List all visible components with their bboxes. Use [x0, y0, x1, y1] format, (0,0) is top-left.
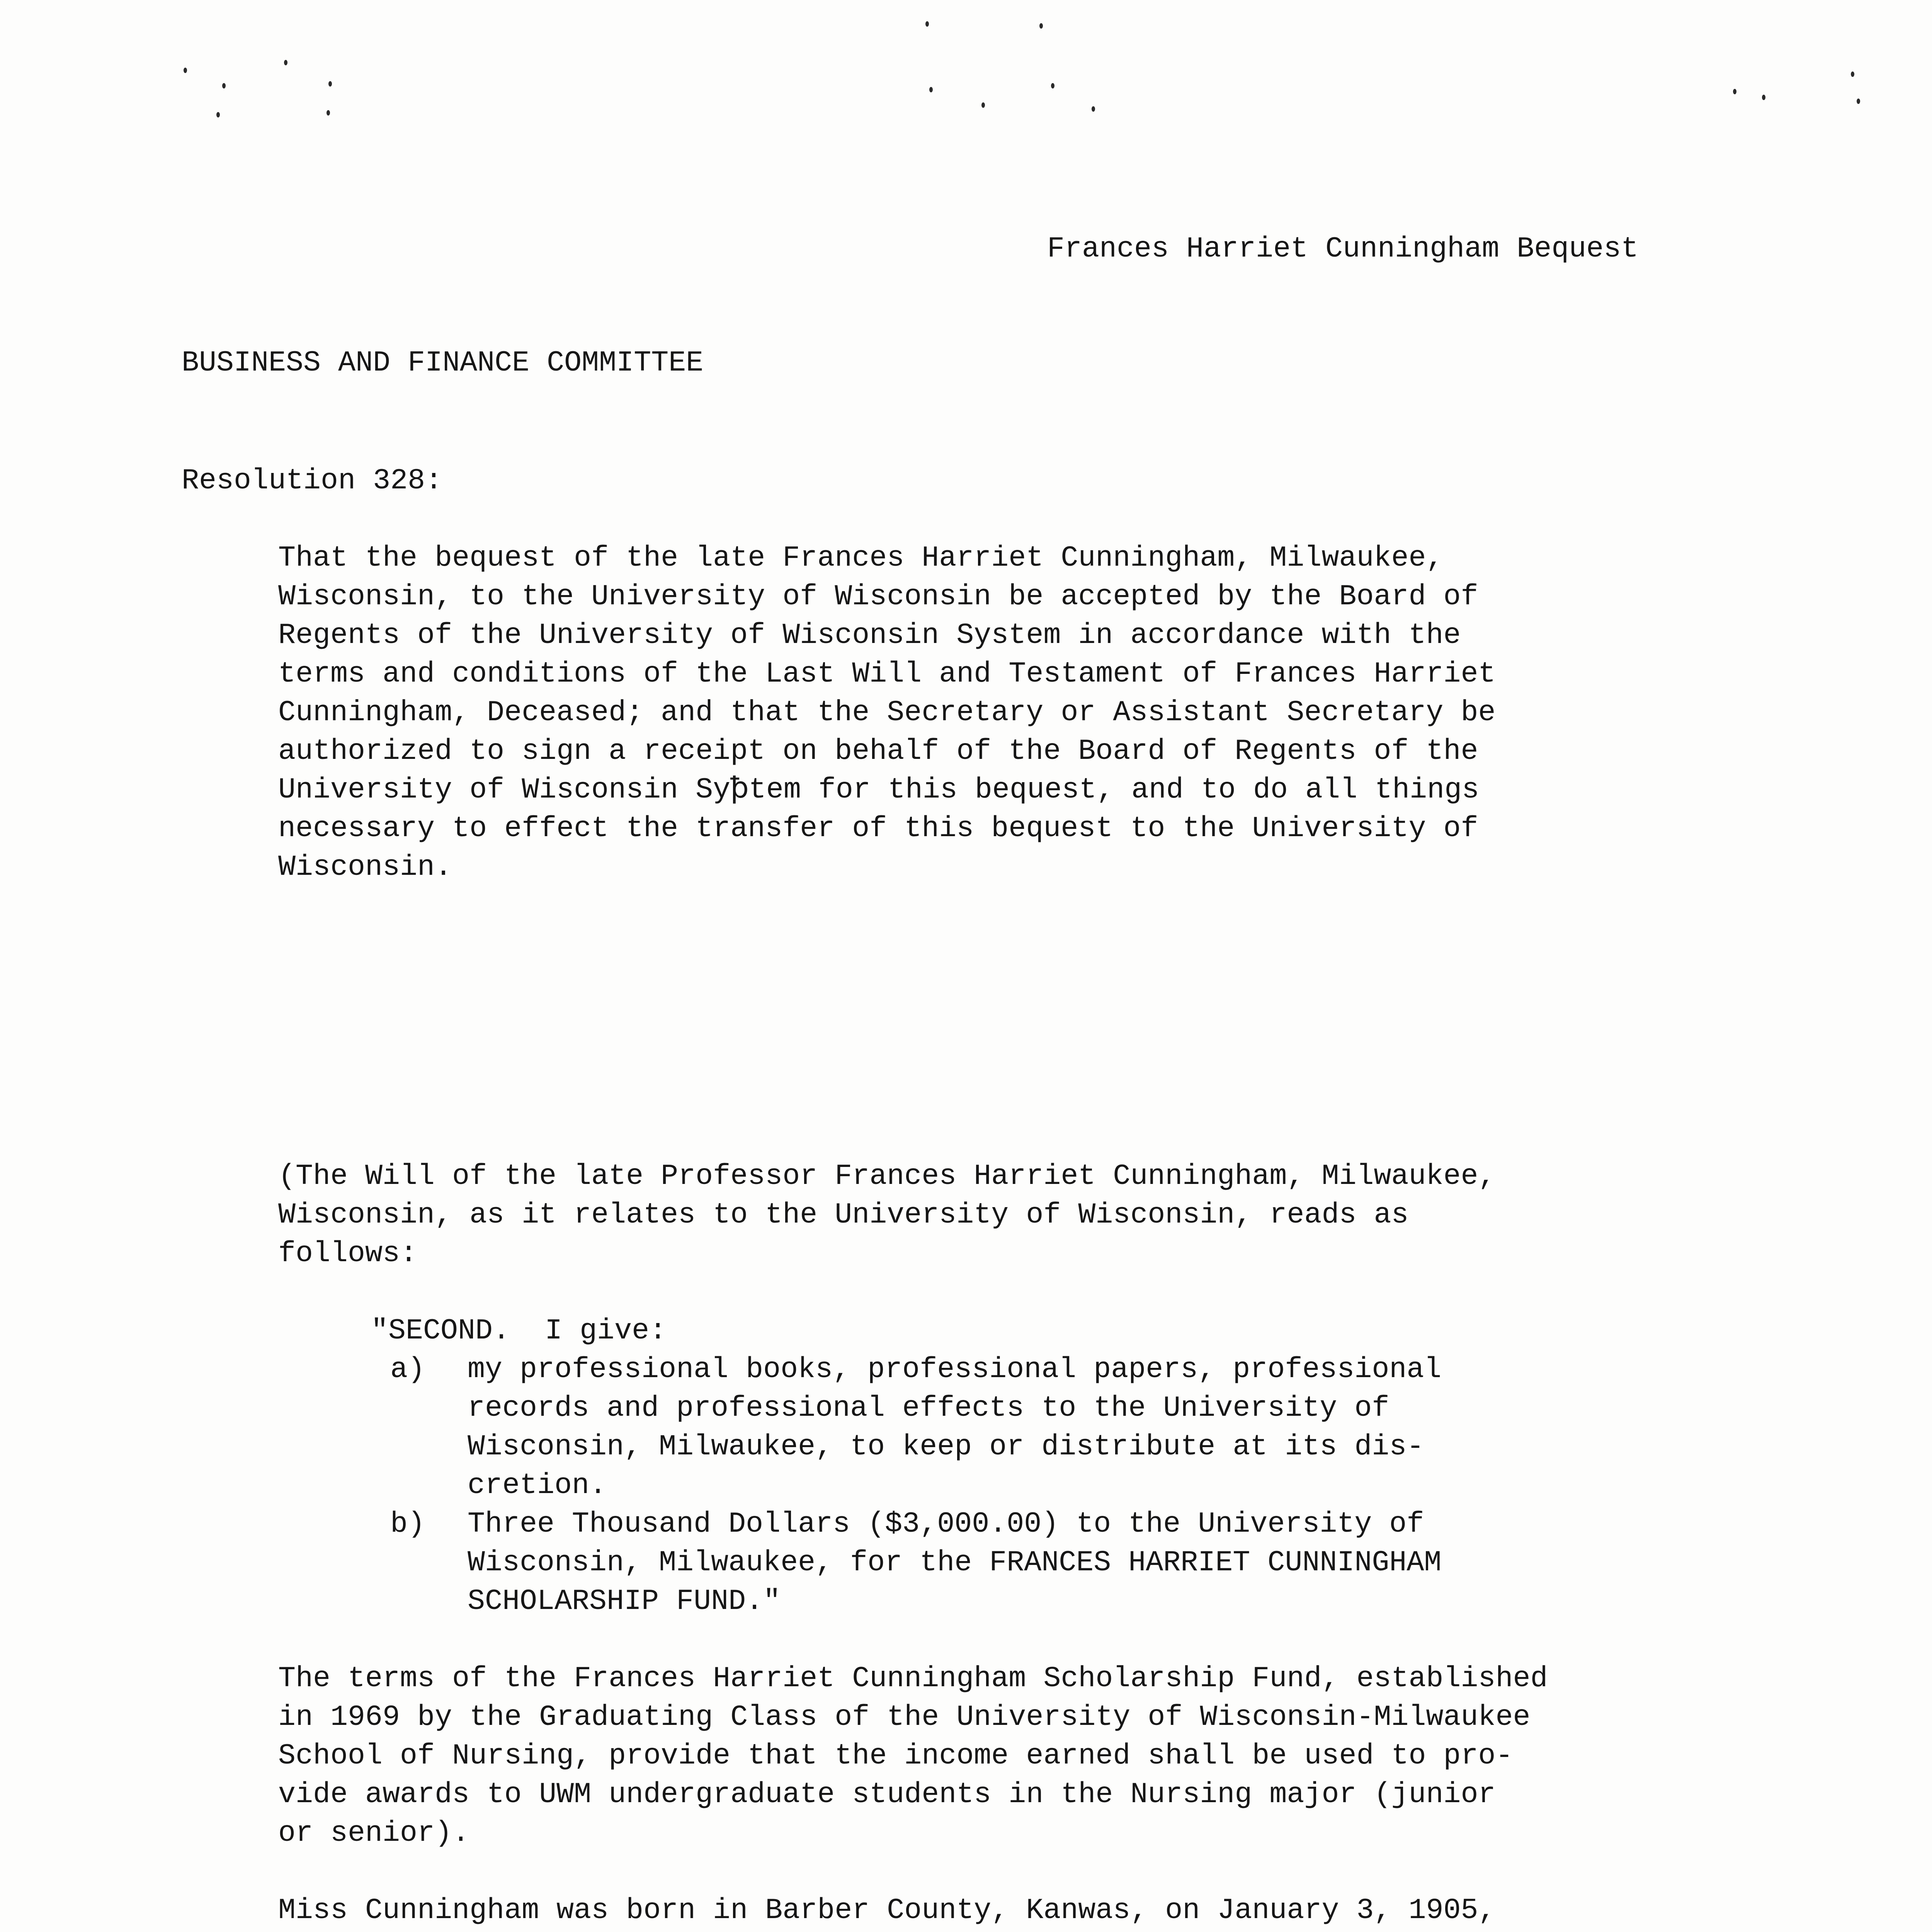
biography-paragraph: Miss Cunningham was born in Barber County, Kanwas, on January 3, 1905, — [278, 1894, 1496, 1927]
resolution-paragraph: That the bequest of the late Frances Harriet Cunningham, Milwaukee, Wisconsin, to the University of Wisconsin be accepted by the Board of Regents of the University of Wisconsin System in accordance with the terms and conditions of the Last Will and Testament of Frances Harriet Cunningham, Deceased; and that the Secretary or Assistant Secretary be authorized to sign a receipt on behalf of the Board of Regents of the University of Wisconsin Syꝥtem for this bequest, and to do all things necessary to effect the transfer of this bequest to the University of Wisconsin. — [278, 542, 1496, 884]
scholarship-terms-paragraph: The terms of the Frances Harriet Cunningham Scholarship Fund, established in 1969 by the Graduating Class of the University of Wisconsin-Milwaukee School of Nursing, provide that the income earned shall be used to pro- vide awards to UWM undergraduate students in the Nursing major (junior or senior). — [278, 1662, 1548, 1850]
will-item-letter: a) — [390, 1353, 425, 1386]
resolution-label: Resolution 328: — [182, 464, 443, 497]
will-item-text: my professional books, professional papers, professional records and professional effects to the University of Wisconsin, Milwaukee, to keep or distribute at its dis- cretion. — [468, 1353, 1442, 1502]
will-intro-paragraph: (The Will of the late Professor Frances Harriet Cunningham, Milwaukee, Wisconsin, as it relates to the University of Wisconsin, reads as follows: — [278, 1160, 1496, 1270]
committee-heading: BUSINESS AND FINANCE COMMITTEE — [182, 347, 704, 379]
will-item-letter: b) — [390, 1508, 425, 1541]
document-title: Frances Harriet Cunningham Bequest — [1047, 233, 1639, 265]
will-quote-opening: "SECOND. I give: — [371, 1315, 667, 1347]
will-item-text: Three Thousand Dollars ($3,000.00) to the University of Wisconsin, Milwaukee, for the FRANCES HARRIET CUNNINGHAM SCHOLARSHIP FUND." — [468, 1508, 1442, 1618]
